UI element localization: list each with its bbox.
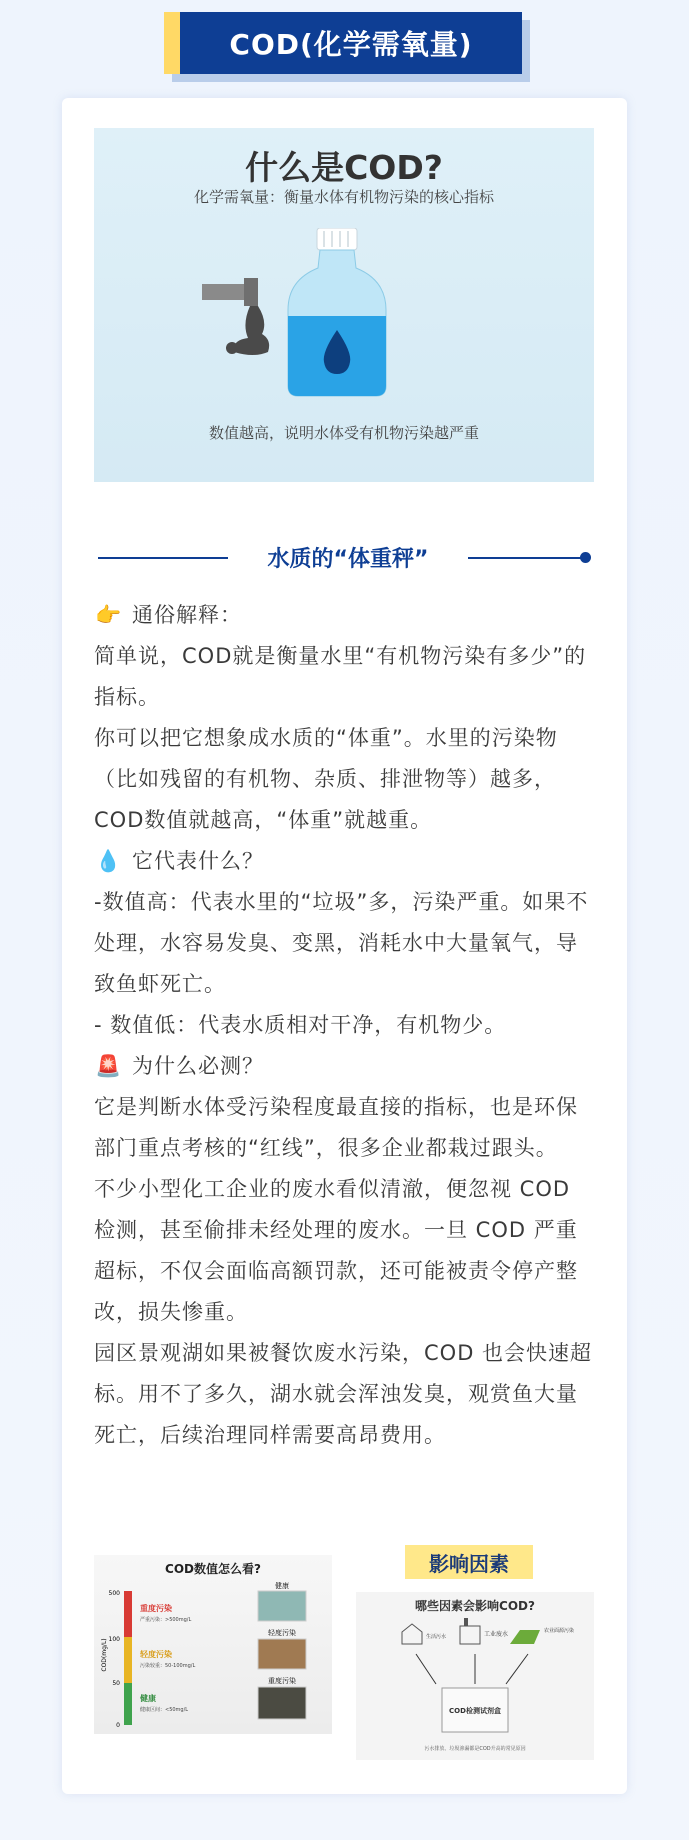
level-bar-healthy [124, 1683, 132, 1725]
source-agricultural: 农业面源污染 [544, 1628, 575, 1634]
content-card [62, 98, 627, 1794]
level-name-mild: 轻度污染 [140, 1650, 172, 1659]
divider-right [468, 557, 586, 559]
paragraph: -数值高：代表水里的“垃圾”多，污染严重。如果不处理，水容易发臭、变黑，消耗水中大量氧气，导致鱼虾死亡。 [94, 890, 589, 996]
photo-healthy [258, 1591, 306, 1621]
header-badge [164, 12, 522, 74]
photo-mild [258, 1639, 306, 1669]
household-icon [402, 1624, 422, 1644]
tick-100: 100 [108, 1636, 120, 1643]
article-body [94, 595, 594, 1456]
test-kit-label: COD检测试剂盒 [449, 1707, 501, 1715]
pointing-hand-icon: 👉 [95, 603, 123, 627]
paragraph: 它是判断水体受污染程度最直接的指标，也是环保部门重点考核的“红线”，很多企业都栽过跟头。 [94, 1095, 578, 1160]
level-bar-severe [124, 1591, 132, 1637]
level-desc-mild: 污染较重：50-100mg/L [140, 1663, 196, 1669]
factors-image [356, 1592, 594, 1760]
paragraph: 不少小型化工企业的废水看似清澈，便忽视 COD 检测，甚至偷排未经处理的废水。一旦 COD 严重超标，不仅会面临高额罚款，还可能被责令停产整改，损失惨重。 [94, 1177, 578, 1324]
cod-levels-image [94, 1555, 332, 1734]
droplet-icon: 💧 [95, 849, 123, 873]
tick-50: 50 [112, 1680, 120, 1687]
factor-label: 影响因素 [405, 1545, 533, 1579]
paragraph: 简单说，COD就是衡量水里“有机物污染有多少”的指标。 [94, 644, 587, 709]
level-desc-severe: 严重污染：>500mg/L [140, 1617, 192, 1623]
section-title: 水质的“体重秤” [267, 547, 429, 572]
cod-ylabel: COD(mg/L) [101, 1638, 108, 1672]
level-desc-healthy: 健康区间：<50mg/L [140, 1707, 189, 1713]
factory-icon [460, 1618, 480, 1644]
level-name-healthy: 健康 [140, 1694, 156, 1703]
photo-label-healthy: 健康 [275, 1582, 289, 1590]
photo-label-severe: 重度污染 [268, 1677, 296, 1685]
hero-subtitle: 化学需氧量：衡量水体有机物污染的核心指标 [193, 188, 494, 206]
farmland-icon [510, 1630, 540, 1644]
header-badge-wrap [164, 12, 530, 82]
factors-graphic [356, 1592, 594, 1760]
lead-explanation [94, 595, 594, 636]
hero-art [202, 228, 402, 398]
factors-footer: 污水排放、垃圾渗漏都是COD升高的常见原因 [424, 1746, 526, 1752]
cod-levels-graphic [94, 1555, 332, 1734]
arrow-3 [506, 1654, 528, 1684]
lead-why-text: 为什么必测？ [132, 1054, 264, 1078]
photo-severe [258, 1687, 306, 1719]
divider-left [98, 557, 228, 559]
lead-meaning-text: 它代表什么？ [132, 849, 264, 873]
level-name-severe: 重度污染 [140, 1604, 172, 1613]
lead-why [94, 1046, 594, 1087]
paragraph: 园区景观湖如果被餐饮废水污染，COD 也会快速超标。用不了多久，湖水就会浑浊发臭，观赏鱼大量死亡，后续治理同样需要高昂费用。 [94, 1341, 593, 1447]
siren-icon: 🚨 [95, 1054, 123, 1078]
source-household: 生活污水 [426, 1634, 447, 1640]
hero-caption: 数值越高，说明水体受有机物污染越严重 [208, 424, 479, 442]
page-title: COD(化学需氧量) [229, 28, 473, 61]
photo-label-mild: 轻度污染 [268, 1629, 296, 1637]
tick-0: 0 [116, 1722, 120, 1729]
arrow-1 [416, 1654, 436, 1684]
source-industrial: 工业废水 [484, 1631, 509, 1638]
factors-title: 哪些因素会影响COD? [415, 1599, 535, 1613]
paragraph: - 数值低：代表水质相对干净，有机物少。 [94, 1013, 507, 1037]
section-heading [94, 542, 594, 572]
level-bar-mild [124, 1637, 132, 1683]
tick-500: 500 [108, 1590, 120, 1597]
hero-title: 什么是COD? [245, 148, 443, 187]
lead-meaning [94, 841, 594, 882]
paragraph: 你可以把它想象成水质的“体重”。水里的污染物（比如残留的有机物、杂质、排泄物等）越多，COD数值就越高，“体重”就越重。 [94, 726, 558, 832]
drain-pipe-icon [202, 278, 269, 355]
water-bottle-icon [288, 228, 386, 396]
divider-dot [580, 552, 591, 563]
hero-illustration [94, 128, 594, 482]
cod-image-title: COD数值怎么看? [165, 1562, 261, 1576]
lead-explanation-text: 通俗解释： [132, 603, 242, 627]
